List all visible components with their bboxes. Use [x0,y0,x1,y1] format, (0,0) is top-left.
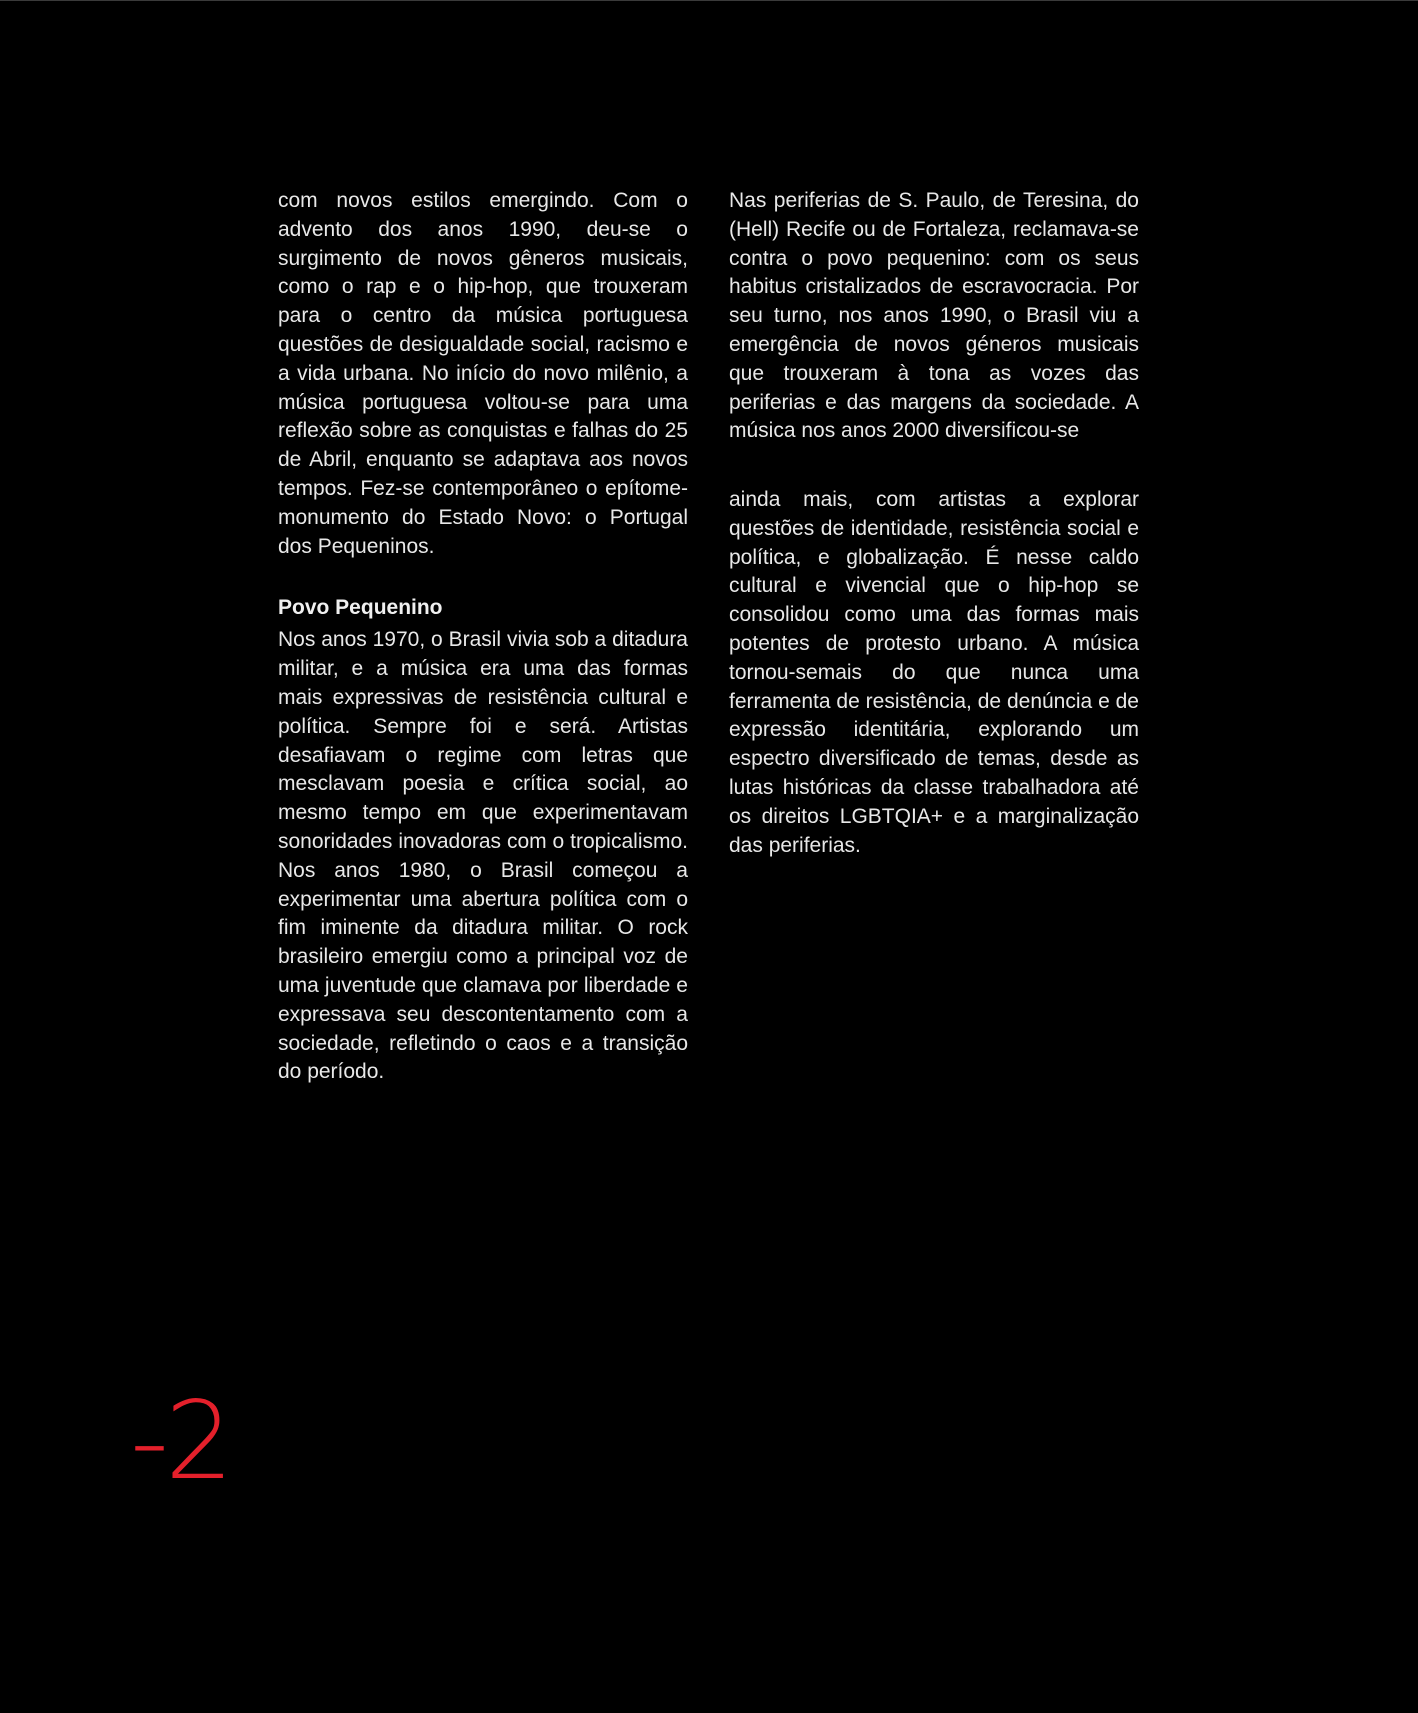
right-bottom-paragraph: ainda mais, com artistas a explorar questões de identidade, resistência social e política, e globalização. É nesse caldo cultural e vivencial que o hip-hop se consolidou como uma das formas mais potentes de protesto urbano. A música tornou-semais do que nunca uma ferramenta de resistência, de denúncia e de expressão identitária, explorando um espectro diversificado de temas, desde as lutas históricas da classe trabalhadora até os direitos LGBTQIA+ e a marginalização das periferias. [729,488,1139,857]
page-number: -2 [130,1379,230,1504]
top-border-line [0,0,1418,1]
right-top-paragraph: Nas periferias de S. Paulo, de Teresina, do (Hell) Recife ou de Fortaleza, reclamava-se contra o povo pequenino: com os seus habitus cristalizados de escravocracia. Por seu turno, nos anos 1990, o Brasil viu a emergência de novos géneros musicais que trouxeram à tona as vozes das periferias e das margens da sociedade. A música nos anos 2000 diversificou-se [729,189,1139,443]
right-text-column-top [729,187,1139,446]
right-text-column-bottom [729,486,1139,860]
left-text-column [278,187,688,1087]
intro-paragraph: com novos estilos emergindo. Com o advento dos anos 1990, deu-se o surgimento de novos gêneros musicais, como o rap e o hip-hop, que trouxeram para o centro da música portuguesa questões de desigualdade social, racismo e a vida urbana. No início do novo milênio, a música portuguesa voltou-se para uma reflexão sobre as conquistas e falhas do 25 de Abril, enquanto se adaptava aos novos tempos. Fez-se contemporâneo o epítome-monumento do Estado Novo: o Portugal dos Pequeninos. [278,189,688,558]
section-paragraph: Nos anos 1970, o Brasil vivia sob a ditadura militar, e a música era uma das formas mais expressivas de resistência cultural e política. Sempre foi e será. Artistas desafiavam o regime com letras que mesclavam poesia e crítica social, ao mesmo tempo em que experimentavam sonoridades inovadoras com o tropicalismo. Nos anos 1980, o Brasil começou a experimentar uma abertura política com o fim iminente da ditadura militar. O rock brasileiro emergiu como a principal voz de uma juventude que clamava por liberdade e expressava seu descontentamento com a sociedade, refletindo o caos e a transição do período. [278,628,688,1084]
section-heading: Povo Pequenino [278,596,443,620]
